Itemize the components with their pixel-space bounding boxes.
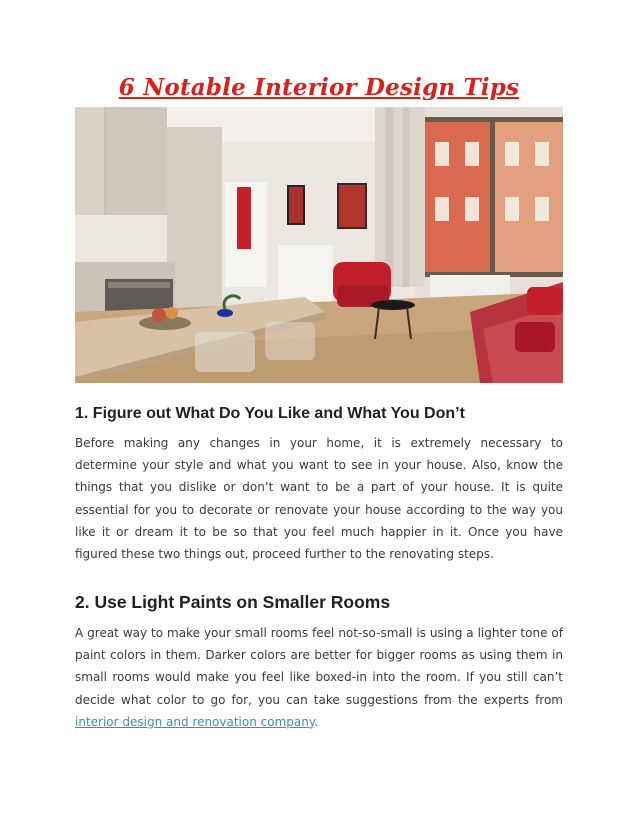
company-link[interactable]: interior design and renovation company: [75, 714, 315, 729]
paragraph-text: A great way to make your small rooms feel not-so-small is using a lighter tone of paint colors in them. Darker colors are better for bigger rooms as using them in small rooms would make you feel like boxed-in into the room. If you still can’t decide what color to go for, you can take suggestions from the experts from: [75, 626, 563, 707]
section-heading: 1. Figure out What Do You Like and What You Don’t: [75, 405, 465, 422]
paragraph-end: .: [314, 714, 319, 729]
section-heading: 2. Use Light Paints on Smaller Rooms: [75, 592, 391, 612]
section-paragraph: Before making any changes in your home, it is extremely necessary to determine your style and what you want to see in your house. Also, know the things that you dislike or don’t want to be a part of your house. It is quite essential for you to decorate or renovate your house according to the way you like it or dream it to be so that you feel much happier in it. Once you have figured these two things out, proceed further to the renovating steps.: [75, 436, 563, 562]
page-title: 6 Notable Interior Design Tips: [118, 74, 520, 101]
section-paragraph: [75, 622, 563, 733]
living-room-photo: [75, 107, 563, 383]
